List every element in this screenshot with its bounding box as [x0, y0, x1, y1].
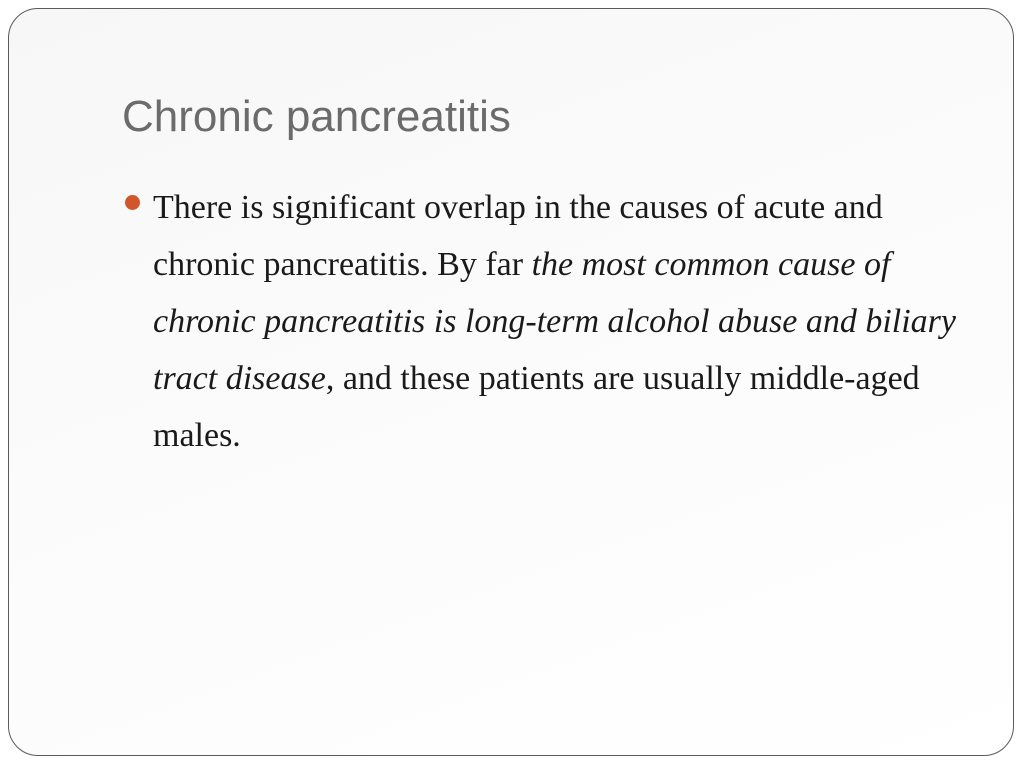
bullet-dot-icon [125, 195, 140, 210]
bullet-list [122, 179, 992, 464]
bullet-item [122, 179, 992, 464]
bullet-text-after: , and these patients are usually middle-aged males. [153, 360, 920, 454]
slide-title: Chronic pancreatitis [122, 92, 511, 141]
bullet-text-before: There is significant overlap in the causes of acute and chronic pancreatitis. By far [153, 189, 883, 283]
slide-frame [8, 8, 1014, 756]
bullet-text-emphasis: the most common cause of chronic pancreatitis is long-term alcohol abuse and biliary tract disease [153, 246, 957, 397]
